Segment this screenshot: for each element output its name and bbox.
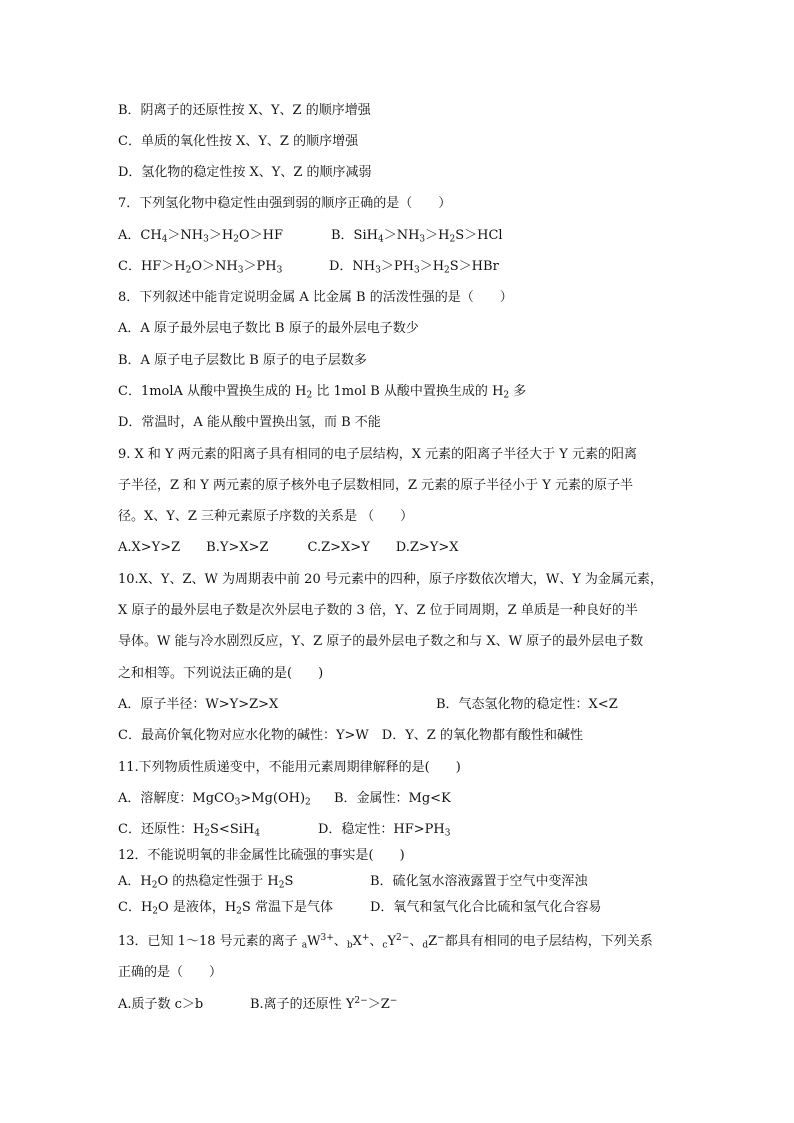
q9-stem-line-2: 子半径，Z 和 Y 两元素的原子核外电子层数相同，Z 元素的原子半径小于 Y 元素的原子半 [118, 478, 634, 493]
q12-options-ab [118, 872, 588, 892]
q12-options-cd [118, 898, 602, 918]
q12-option-b: B．硫化氢水溶液露置于空气中变浑浊 [370, 874, 588, 889]
q7-options-ab [118, 226, 503, 246]
q12-option-c: C．$H_2O$ 是液体，$H_2S$ 常温下是气体 [118, 900, 333, 917]
q10-stem-line-2: X 原子的最外层电子数是次外层电子数的 3 倍，Y、Z 位于同周期，Z 单质是一种良好的半 [118, 603, 638, 618]
q10-option-b: B．气态氢化物的稳定性：X<Z [436, 697, 618, 712]
q7-option-c: C．$HF>H_2O>NH_3>PH_3$ [118, 259, 283, 276]
q6-option-b: B．阴离子的还原性按 X、Y、Z 的顺序增强 [118, 103, 371, 118]
q7-options-cd [118, 257, 499, 277]
q11-option-a: A．溶解度：$MgCO_3>Mg(OH)_2$ [118, 791, 311, 808]
q7-option-a: A．$CH_4>NH_3>H_2O>HF$ [118, 228, 283, 245]
q8-option-d: D．常温时，A 能从酸中置换出氢，而 B 不能 [118, 415, 381, 430]
q9-options: A.X>Y>Z B.Y>X>Z C.Z>X>Y D.Z>Y>X [118, 540, 459, 555]
q10-options-cd: C．最高价氧化物对应水化物的碱性：Y>W D．Y、Z 的氧化物都有酸性和碱性 [118, 728, 583, 743]
q13-option-a: A.质子数 c＞b [118, 997, 204, 1012]
q8-option-a: A．A 原子最外层电子数比 B 原子的最外层电子数少 [118, 321, 419, 336]
q13-stem-line-1: 13．已知 1～18 号元素的离子 $_aW^{3+}$、$_b$X+、$_cY^{2-}$、$_d$Z−都具有相同的电子层结构，下列关系 [118, 933, 653, 951]
q10-stem-line-4: 之和相等。下列说法正确的是( ) [118, 666, 324, 681]
q11-options-cd [118, 820, 451, 840]
q11-stem: 11.下列物质性质递变中，不能用元素周期律解释的是( ) [118, 760, 461, 775]
q11-option-d: D．稳定性：$HF>PH_3$ [318, 822, 451, 839]
q7-option-b: B．$SiH_4>NH_3>H_2S>HCl$ [331, 228, 503, 245]
q10-stem-line-1: 10.X、Y、Z、W 为周期表中前 20 号元素中的四种，原子序数依次增大，W、Y 为金属元素， [118, 572, 663, 587]
q6-option-c: C．单质的氧化性按 X、Y、Z 的顺序增强 [118, 134, 359, 149]
q12-option-d: D．氧气和氢气化合比硫和氢气化合容易 [370, 900, 602, 915]
q12-stem: 12．不能说明氧的非金属性比硫强的事实是( ) [118, 848, 405, 863]
q9-stem-line-3: 径。X、Y、Z 三种元素原子序数的关系是 （ ） [118, 509, 414, 524]
q7-stem: 7．下列氢化物中稳定性由强到弱的顺序正确的是（ ） [118, 196, 452, 211]
q13-options [118, 995, 398, 1015]
q13-option-b: B.离子的还原性 $Y^{2-}>Z^-$ [250, 996, 398, 1012]
q11-options-ab [118, 789, 451, 809]
q6-option-d: D．氢化物的稳定性按 X、Y、Z 的顺序减弱 [118, 165, 372, 180]
q9-stem-line-1: 9. X 和 Y 两元素的阳离子具有相同的电子层结构，X 元素的阳离子半径大于 Y 元素的阳离 [118, 447, 638, 462]
q10-options-ab [118, 695, 618, 715]
q8-option-c: C．1molA 从酸中置换生成的 $H_2$ 比 1mol B 从酸中置换生成的 $H_2$ 多 [118, 384, 527, 401]
q11-option-b: B．金属性：Mg<K [334, 791, 451, 806]
q12-option-a: A．$H_2O$ 的热稳定性强于 $H_2S$ [118, 874, 294, 891]
q7-option-d: D．$NH_3>PH_3>H_2S>HBr$ [329, 259, 499, 276]
q10-stem-line-3: 导体。W 能与冷水剧烈反应，Y、Z 原子的最外层电子数之和与 X、W 原子的最外层电子数 [118, 634, 644, 649]
q8-stem: 8．下列叙述中能肯定说明金属 A 比金属 B 的活泼性强的是（ ） [118, 290, 513, 305]
q8-option-b: B．A 原子电子层数比 B 原子的电子层数多 [118, 353, 367, 368]
q10-option-a: A．原子半径：W>Y>Z>X [118, 697, 279, 712]
q13-stem-line-2: 正确的是（ ） [118, 965, 223, 980]
q11-option-c: C．还原性：$H_2S<SiH_4$ [118, 822, 260, 839]
